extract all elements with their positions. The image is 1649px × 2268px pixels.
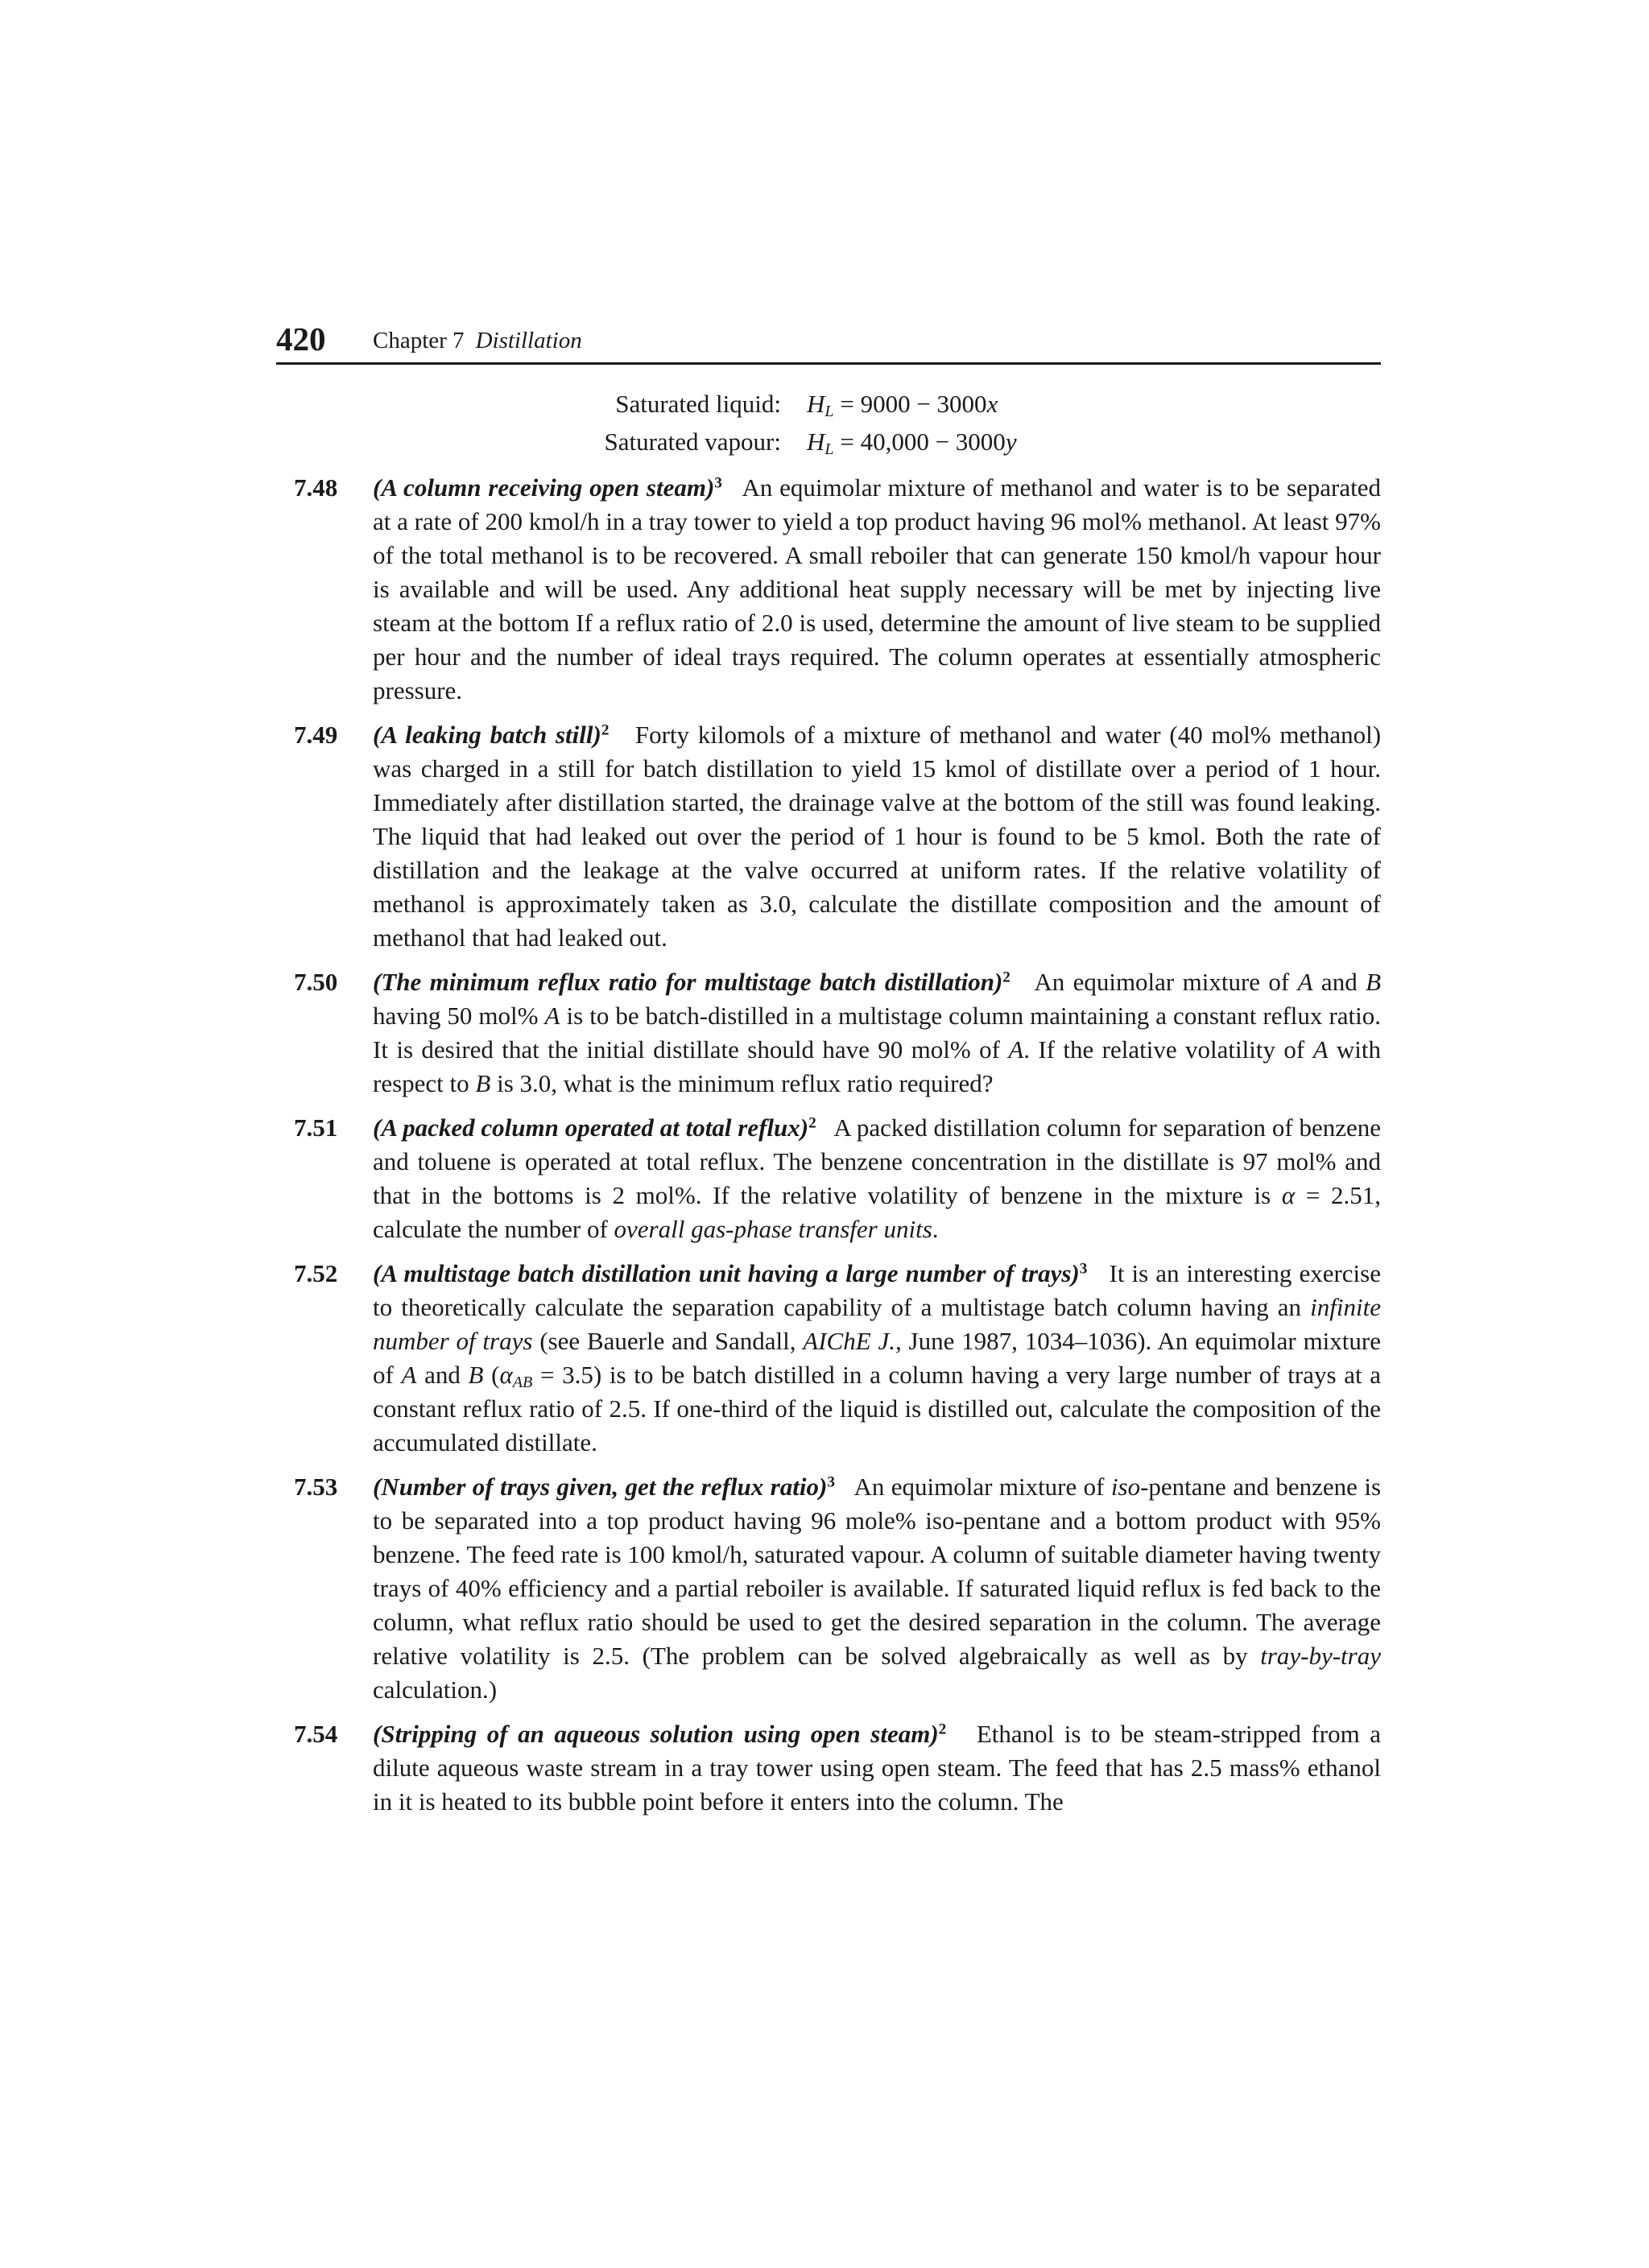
problem-title: (The minimum reflux ratio for multistage batch distillation) <box>373 968 1003 996</box>
problem-7-53 <box>276 1470 1381 1707</box>
problem-text <box>373 1717 1381 1819</box>
problem-text <box>373 1470 1381 1707</box>
problem-title: (Number of trays given, get the reflux ratio) <box>373 1473 828 1501</box>
problem-title: (A multistage batch distillation unit having a large number of trays) <box>373 1259 1080 1287</box>
problem-number: 7.54 <box>294 1720 338 1748</box>
difficulty-level: 2 <box>938 1721 947 1738</box>
chapter-title: Distillation <box>475 328 582 353</box>
enthalpy-equations <box>564 385 1017 461</box>
difficulty-level: 3 <box>827 1473 835 1491</box>
problem-title: (A column receiving open steam) <box>373 473 715 502</box>
page-number: 420 <box>276 320 326 357</box>
problem-body: Ethanol is to be steam-stripped from a dilute aqueous waste stream in a tray tower using open steam. The feed that has 2.5 mass% ethanol in it is heated to its bubble point before it enters into the column. The <box>373 1720 1381 1816</box>
problem-7-54 <box>276 1717 1381 1819</box>
problem-7-52 <box>276 1257 1381 1460</box>
problem-body: It is an interesting exercise to theoretically calculate the separation capability of a multistage batch column having an infinite number of trays (see Bauerle and Sandall, AIChE J., June 1987, 1034–1036). An equimolar mixture of A and B $(\alpha_{AB} = 3.5)$ is to be batch distilled in a column having a very large number of trays at a constant reflux ratio of 2.5. If one-third of the liquid is distilled out, calculate the composition of the accumulated distillate. <box>373 1259 1382 1456</box>
problem-7-49 <box>276 718 1381 955</box>
problem-number: 7.52 <box>294 1259 338 1287</box>
problem-text <box>373 965 1381 1101</box>
problem-number: 7.49 <box>294 721 338 749</box>
chapter-label <box>373 320 582 361</box>
equation-expression: $H_L = 9000 - 3000x$ <box>807 390 998 421</box>
problem-body: Forty kilomols of a mixture of methanol and water (40 mol% methanol) was charged in a still for batch distillation to yield 15 kmol of distillate over a period of 1 hour. Immediately after distillation started, the drainage valve at the bottom of the still was found leaking. The liquid that had leaked out over the period of 1 hour is found to be 5 kmol. Both the rate of distillation and the leakage at the valve occurred at uniform rates. If the relative volatility of methanol is approximately taken as 3.0, calculate the distillate composition and the amount of methanol that had leaked out. <box>373 721 1382 952</box>
problem-number: 7.53 <box>294 1473 338 1501</box>
problem-body: An equimolar mixture of A and B having 50 mol% A is to be batch-distilled in a multistage column maintaining a constant reflux ratio. It is desired that the initial distillate should have 90 mol% of A. If the relative volatility of A with respect to B is 3.0, what is the minimum reflux ratio required? <box>373 968 1382 1097</box>
equation-saturated-liquid <box>564 385 1017 423</box>
chapter-number: Chapter 7 <box>373 328 465 353</box>
problem-number: 7.50 <box>294 968 338 996</box>
problem-title: (A leaking batch still) <box>373 721 601 749</box>
problem-title: (A packed column operated at total reflux) <box>373 1113 809 1142</box>
equation-label: Saturated liquid: <box>615 390 781 418</box>
problem-text <box>373 1257 1381 1460</box>
problem-body: A packed distillation column for separation of benzene and toluene is operated at total reflux. The benzene concentration in the distillate is 97 mol% and that in the bottoms is 2 mol%. If the relative volatility of benzene in the mixture is α = 2.51, calculate the number of overall gas-phase transfer units. <box>373 1113 1382 1243</box>
problem-text <box>373 718 1381 955</box>
equation-label: Saturated vapour: <box>604 428 781 456</box>
problem-body: An equimolar mixture of methanol and water is to be separated at a rate of 200 kmol/h in a tray tower to yield a top product having 96 mol% methanol. At least 97% of the total methanol is to be recovered. A small reboiler that can generate 150 kmol/h vapour hour is available and will be used. Any additional heat supply necessary will be met by injecting live steam at the bottom If a reflux ratio of 2.0 is used, determine the amount of live steam to be supplied per hour and the number of ideal trays required. The column operates at essentially atmospheric pressure. <box>373 473 1381 704</box>
running-head <box>276 316 1381 365</box>
problem-text <box>373 1111 1381 1246</box>
equation-saturated-vapour <box>564 423 1017 461</box>
problem-list <box>276 471 1381 1829</box>
problem-7-48 <box>276 471 1381 708</box>
problem-body: An equimolar mixture of iso-pentane and benzene is to be separated into a top product having 96 mole% iso-pentane and a bottom product with 95% benzene. The feed rate is 100 kmol/h, saturated vapour. A column of suitable diameter having twenty trays of 40% efficiency and a partial reboiler is available. If saturated liquid reflux is fed back to the column, what reflux ratio should be used to get the desired separation in the column. The average relative volatility is 2.5. (The problem can be solved algebraically as well as by tray-by-tray calculation.) <box>373 1473 1382 1704</box>
difficulty-level: 2 <box>808 1114 816 1132</box>
difficulty-level: 2 <box>1002 969 1010 986</box>
problem-7-50 <box>276 965 1381 1101</box>
equation-expression: $H_L = 40,000 - 3000y$ <box>807 428 1017 459</box>
problem-number: 7.48 <box>294 473 338 502</box>
problem-number: 7.51 <box>294 1113 338 1142</box>
difficulty-level: 3 <box>1079 1260 1088 1278</box>
problem-7-51 <box>276 1111 1381 1246</box>
difficulty-level: 3 <box>714 474 722 492</box>
difficulty-level: 2 <box>601 721 610 739</box>
problem-text <box>373 471 1381 708</box>
problem-title: (Stripping of an aqueous solution using open steam) <box>373 1720 939 1748</box>
